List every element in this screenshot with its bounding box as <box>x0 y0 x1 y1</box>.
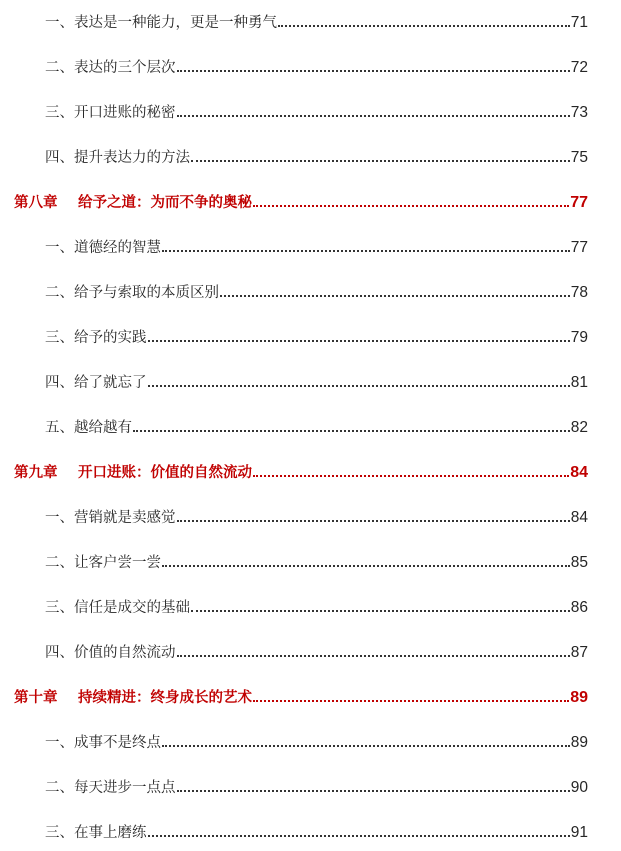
toc-entry-section[interactable] <box>0 143 621 167</box>
toc-entry-title: 一、营销就是卖感觉 <box>45 510 176 526</box>
dot-leader <box>177 790 570 792</box>
toc-entry-page: 84 <box>570 464 588 481</box>
toc-entry-page: 71 <box>570 14 588 31</box>
chapter-number: 第八章 <box>14 195 58 211</box>
toc-entry-section[interactable] <box>0 323 621 347</box>
dot-leader <box>253 700 569 702</box>
toc-entry-page: 89 <box>570 689 588 706</box>
toc-entry-page: 90 <box>570 779 588 796</box>
dot-leader <box>148 835 570 837</box>
toc-chapter-heading <box>14 191 252 212</box>
toc-entry-section[interactable] <box>0 53 621 77</box>
dot-leader <box>177 655 570 657</box>
toc-entry-page: 79 <box>570 329 588 346</box>
toc-entry-section[interactable] <box>0 98 621 122</box>
toc-entry-chapter[interactable] <box>0 188 621 212</box>
toc-entry-page: 75 <box>570 149 588 166</box>
dot-leader <box>253 475 569 477</box>
dot-leader <box>162 250 570 252</box>
toc-chapter-heading <box>14 686 252 707</box>
toc-entry-page: 73 <box>570 104 588 121</box>
toc-entry-page: 78 <box>570 284 588 301</box>
dot-leader <box>148 340 570 342</box>
toc-entry-title: 二、让客户尝一尝 <box>45 555 161 571</box>
dot-leader <box>177 70 570 72</box>
toc-entry-section[interactable] <box>0 503 621 527</box>
toc-entry-page: 86 <box>570 599 588 616</box>
toc-entry-title: 四、价值的自然流动 <box>45 645 176 661</box>
dot-leader <box>220 295 570 297</box>
toc-entry-title: 五、越给越有 <box>45 420 132 436</box>
toc-entry-title: 一、表达是一种能力，更是一种勇气 <box>45 15 277 31</box>
chapter-number: 第十章 <box>14 690 58 706</box>
toc-entry-title: 一、成事不是终点 <box>45 735 161 751</box>
toc-entry-section[interactable] <box>0 8 621 32</box>
toc-entry-title: 三、信任是成交的基础 <box>45 600 190 616</box>
toc-entry-section[interactable] <box>0 593 621 617</box>
toc-entry-section[interactable] <box>0 728 621 752</box>
toc-entry-page: 91 <box>570 824 588 841</box>
toc-entry-page: 81 <box>570 374 588 391</box>
toc-entry-section[interactable] <box>0 773 621 797</box>
toc-entry-title: 四、提升表达力的方法 <box>45 150 190 166</box>
toc-entry-page: 89 <box>570 734 588 751</box>
toc-entry-title: 二、表达的三个层次 <box>45 60 176 76</box>
toc-entry-chapter[interactable] <box>0 458 621 482</box>
toc-entry-section[interactable] <box>0 278 621 302</box>
dot-leader <box>177 520 570 522</box>
dot-leader <box>191 610 570 612</box>
toc-entry-section[interactable] <box>0 413 621 437</box>
dot-leader <box>253 205 569 207</box>
toc-entry-section[interactable] <box>0 233 621 257</box>
dot-leader <box>148 385 570 387</box>
toc-entry-title: 三、开口进账的秘密 <box>45 105 176 121</box>
toc-entry-section[interactable] <box>0 818 621 842</box>
toc-entry-section[interactable] <box>0 368 621 392</box>
dot-leader <box>133 430 570 432</box>
chapter-number: 第九章 <box>14 465 58 481</box>
toc-entry-title: 二、每天进步一点点 <box>45 780 176 796</box>
toc-entry-page: 77 <box>570 239 588 256</box>
dot-leader <box>162 745 570 747</box>
toc-entry-chapter[interactable] <box>0 683 621 707</box>
toc-entry-page: 82 <box>570 419 588 436</box>
toc-entry-page: 77 <box>570 194 588 211</box>
dot-leader <box>191 160 570 162</box>
toc-entry-title: 一、道德经的智慧 <box>45 240 161 256</box>
dot-leader <box>177 115 570 117</box>
dot-leader <box>162 565 570 567</box>
toc-entry-title: 四、给了就忘了 <box>45 375 147 391</box>
toc-entry-page: 72 <box>570 59 588 76</box>
toc-entry-section[interactable] <box>0 548 621 572</box>
toc-entry-page: 84 <box>570 509 588 526</box>
toc-entry-section[interactable] <box>0 638 621 662</box>
toc-chapter-heading <box>14 461 252 482</box>
toc-entry-title: 三、给予的实践 <box>45 330 147 346</box>
toc-entry-title: 二、给予与索取的本质区别 <box>45 285 219 301</box>
toc-entry-title: 三、在事上磨练 <box>45 825 147 841</box>
toc-entry-page: 87 <box>570 644 588 661</box>
toc-entry-page: 85 <box>570 554 588 571</box>
chapter-title: 持续精进：终身成长的艺术 <box>78 690 252 706</box>
dot-leader <box>278 25 570 27</box>
chapter-title: 给予之道：为而不争的奥秘 <box>78 195 252 211</box>
chapter-title: 开口进账：价值的自然流动 <box>78 465 252 481</box>
